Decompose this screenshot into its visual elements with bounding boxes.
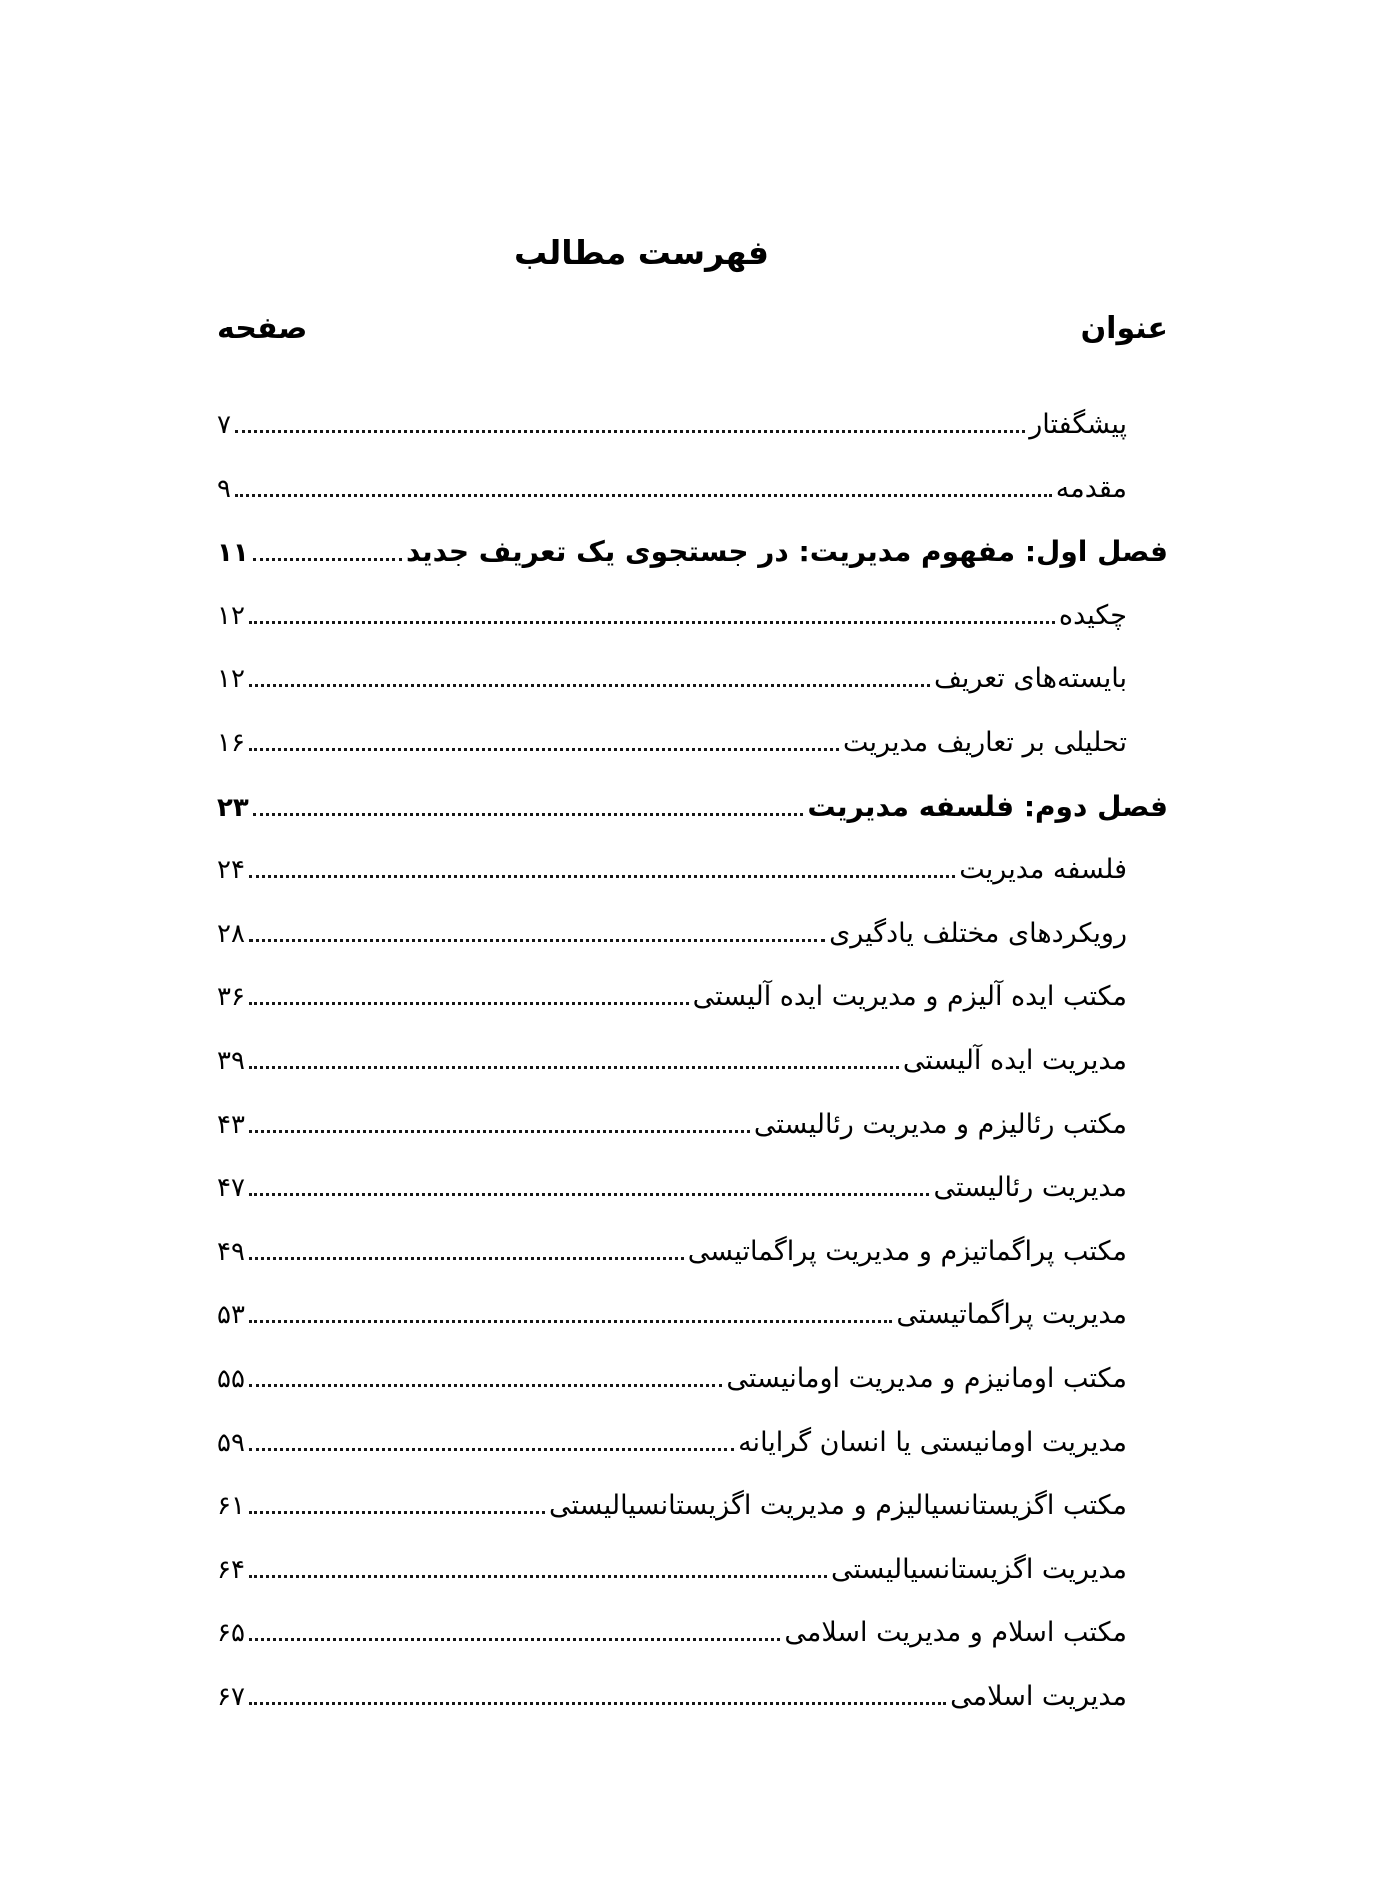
toc-entry bbox=[217, 1220, 1168, 1284]
toc-entry-page: ۵۵ bbox=[217, 1363, 245, 1394]
dot-leader bbox=[253, 813, 804, 816]
toc-list bbox=[217, 393, 1168, 1728]
toc-entry-page: ۱۱ bbox=[217, 538, 249, 569]
toc-entry-page: ۱۲ bbox=[217, 600, 245, 631]
toc-entry bbox=[217, 1156, 1168, 1220]
dot-leader bbox=[249, 1575, 827, 1578]
toc-entry bbox=[217, 393, 1168, 457]
toc-entry-page: ۳۶ bbox=[217, 982, 245, 1013]
toc-entry-label: مکتب پراگماتیزم و مدیریت پراگماتیسی bbox=[687, 1235, 1127, 1267]
toc-entry-page: ۴۷ bbox=[217, 1173, 245, 1204]
toc-entry bbox=[217, 1474, 1168, 1538]
toc-entry bbox=[217, 711, 1168, 775]
toc-entry-label: پیشگفتار bbox=[1029, 409, 1127, 440]
toc-entry-page: ۷ bbox=[217, 410, 231, 440]
dot-leader bbox=[249, 939, 825, 942]
toc-entry-page: ۴۹ bbox=[217, 1236, 245, 1267]
dot-leader bbox=[249, 875, 955, 878]
toc-entry bbox=[217, 902, 1168, 966]
toc-entry-label: چکیده bbox=[1058, 599, 1127, 631]
dot-leader bbox=[235, 494, 1052, 497]
toc-entry-label: فصل دوم: فلسفه مدیریت bbox=[807, 789, 1168, 823]
dot-leader bbox=[249, 1638, 780, 1641]
toc-entry-label: مدیریت پراگماتیستی bbox=[896, 1299, 1127, 1331]
toc-entry-label: تحلیلی بر تعاریف مدیریت bbox=[843, 726, 1127, 758]
toc-entry bbox=[217, 775, 1168, 839]
toc-header-title-column: عنوان bbox=[1080, 311, 1168, 346]
toc-entry-label: مدیریت ایده آلیستی bbox=[902, 1044, 1127, 1076]
toc-entry-page: ۵۳ bbox=[217, 1300, 245, 1331]
toc-header bbox=[217, 306, 1168, 352]
toc-entry-page: ۶۷ bbox=[217, 1681, 245, 1712]
toc-header-page-column: صفحه bbox=[217, 311, 308, 346]
toc-entry bbox=[217, 1029, 1168, 1093]
dot-leader bbox=[249, 1002, 689, 1005]
toc-entry-label: مقدمه bbox=[1055, 472, 1127, 504]
page-title: فهرست مطالب bbox=[513, 233, 770, 272]
toc-entry-page: ۶۴ bbox=[217, 1554, 245, 1585]
toc-entry-page: ۱۶ bbox=[217, 727, 245, 758]
toc-entry-label: فلسفه مدیریت bbox=[959, 854, 1127, 886]
toc-entry-label: مکتب ایده آلیزم و مدیریت ایده آلیستی bbox=[692, 981, 1127, 1013]
toc-entry bbox=[217, 1665, 1168, 1729]
dot-leader bbox=[249, 1702, 946, 1705]
toc-entry bbox=[217, 1601, 1168, 1665]
toc-entry-label: مکتب اگزیستانسیالیزم و مدیریت اگزیستانسیالیستی bbox=[549, 1490, 1127, 1522]
toc-entry-label: مدیریت اومانیستی یا انسان گرایانه bbox=[738, 1426, 1127, 1458]
toc-entry-label: مکتب اومانیزم و مدیریت اومانیستی bbox=[726, 1362, 1127, 1394]
toc-entry bbox=[217, 457, 1168, 521]
toc-entry-label: مدیریت اگزیستانسیالیستی bbox=[831, 1553, 1127, 1585]
toc-entry bbox=[217, 1538, 1168, 1602]
toc-entry bbox=[217, 1411, 1168, 1475]
toc-entry-page: ۴۳ bbox=[217, 1109, 245, 1140]
dot-leader bbox=[249, 1193, 930, 1196]
toc-entry-page: ۶۵ bbox=[217, 1618, 245, 1649]
toc-entry-label: مکتب رئالیزم و مدیریت رئالیستی bbox=[753, 1108, 1127, 1140]
dot-leader bbox=[249, 621, 1055, 624]
toc-entry-page: ۶۱ bbox=[217, 1491, 245, 1522]
toc-entry bbox=[217, 1283, 1168, 1347]
dot-leader bbox=[249, 1511, 545, 1514]
toc-entry-label: بایسته‌های تعریف bbox=[933, 663, 1127, 695]
dot-leader bbox=[253, 558, 402, 561]
toc-entry bbox=[217, 1093, 1168, 1157]
dot-leader bbox=[249, 1448, 734, 1451]
toc-entry-label: مدیریت رئالیستی bbox=[933, 1172, 1127, 1204]
toc-entry-label: مکتب اسلام و مدیریت اسلامی bbox=[784, 1617, 1127, 1649]
dot-leader bbox=[249, 684, 930, 687]
dot-leader bbox=[235, 430, 1025, 433]
toc-entry-page: ۲۴ bbox=[217, 855, 245, 886]
toc-entry-label: مدیریت اسلامی bbox=[950, 1680, 1127, 1712]
dot-leader bbox=[249, 1320, 892, 1323]
toc-entry-page: ۳۹ bbox=[217, 1045, 245, 1076]
toc-entry-page: ۹ bbox=[217, 473, 231, 504]
dot-leader bbox=[249, 1257, 684, 1260]
dot-leader bbox=[249, 1384, 722, 1387]
toc-entry bbox=[217, 520, 1168, 584]
toc-entry-page: ۵۹ bbox=[217, 1427, 245, 1458]
toc-entry-label: فصل اول: مفهوم مدیریت: در جستجوی یک تعریف جدید bbox=[405, 535, 1168, 569]
toc-entry-label: رویکردهای مختلف یادگیری bbox=[829, 917, 1127, 949]
toc-entry bbox=[217, 1347, 1168, 1411]
dot-leader bbox=[249, 1066, 899, 1069]
toc-entry bbox=[217, 584, 1168, 648]
dot-leader bbox=[249, 748, 839, 751]
toc-entry bbox=[217, 965, 1168, 1029]
toc-entry-page: ۲۸ bbox=[217, 918, 245, 949]
toc-entry-page: ۱۲ bbox=[217, 664, 245, 695]
toc-entry-page: ۲۳ bbox=[217, 792, 249, 823]
toc-entry bbox=[217, 647, 1168, 711]
dot-leader bbox=[249, 1130, 750, 1133]
toc-entry bbox=[217, 838, 1168, 902]
